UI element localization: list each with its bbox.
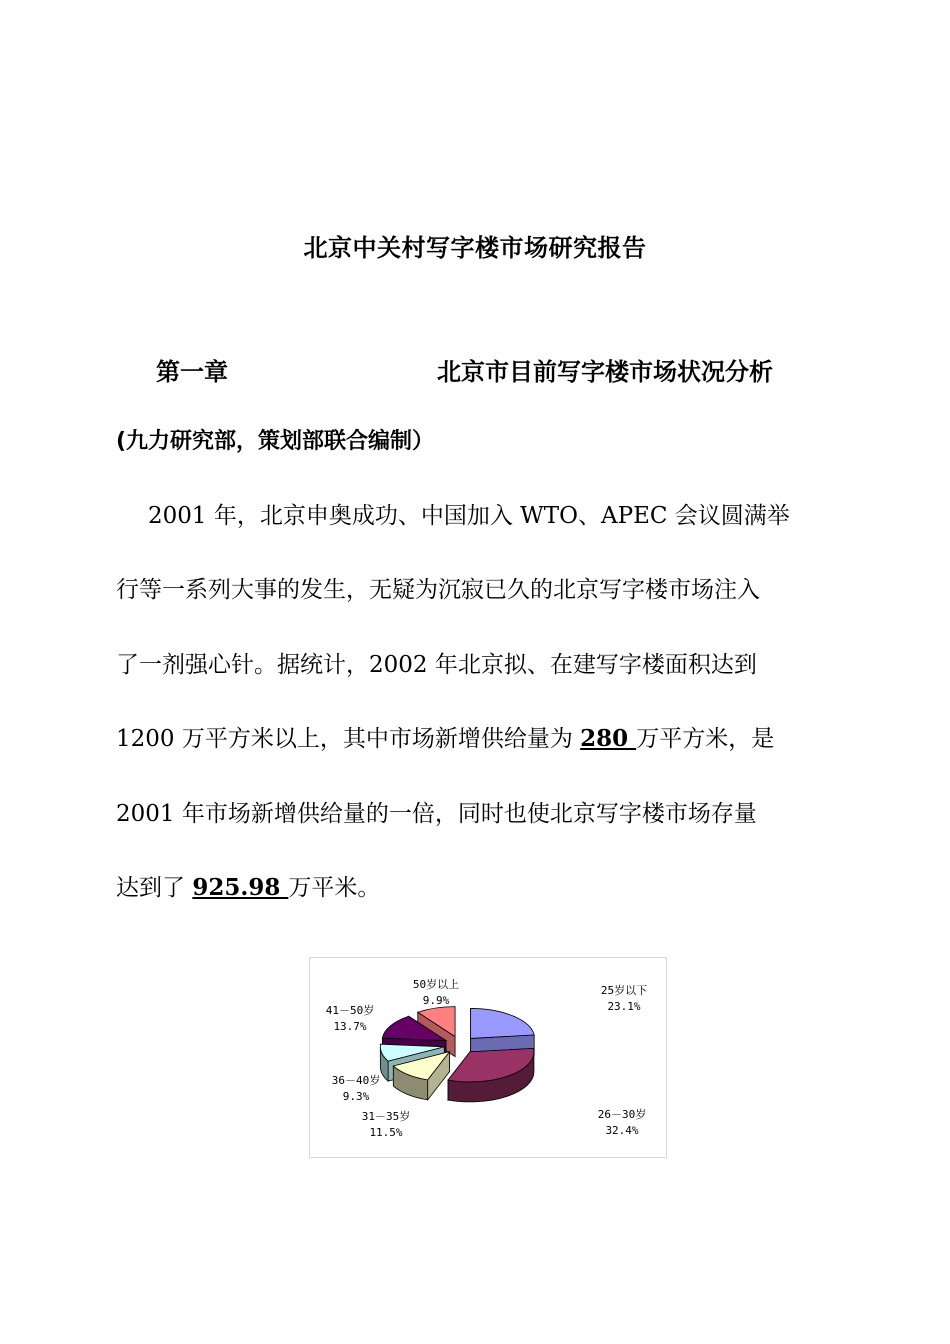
pie-chart-svg — [310, 958, 666, 1157]
paragraph-line — [116, 869, 380, 902]
stock-value: 925.98 — [192, 874, 289, 901]
paragraph-text: 万平方米，是 — [636, 726, 775, 752]
paragraph-line: 行等一系列大事的发生，无疑为沉寂已久的北京写字楼市场注入 — [116, 577, 760, 603]
paragraph-line — [116, 720, 774, 753]
slice-value-label: 11.5% — [369, 1126, 403, 1139]
byline: (九力研究部，策划部联合编制） — [116, 429, 435, 454]
slice-value-label: 13.7% — [333, 1020, 367, 1033]
chapter-label: 第一章 — [156, 358, 228, 386]
slice-category-label: 36－40岁 — [331, 1074, 381, 1087]
slice-value-label: 9.3% — [342, 1090, 370, 1103]
slice-category-label: 50岁以上 — [412, 978, 460, 991]
paragraph-line: 2001 年，北京申奥成功、中国加入 WTO、APEC 会议圆满举 — [148, 503, 790, 529]
slice-category-label: 26－30岁 — [597, 1108, 647, 1121]
age-pie-chart — [309, 957, 667, 1158]
paragraph-text: 万平米。 — [288, 875, 381, 901]
slice-category-label: 31－35岁 — [361, 1110, 411, 1123]
slice-value-label: 23.1% — [607, 1000, 641, 1013]
chapter-title: 北京市目前写字楼市场状况分析 — [437, 358, 773, 386]
slice-value-label: 9.9% — [422, 994, 450, 1007]
slice-category-label: 41－50岁 — [325, 1004, 375, 1017]
supply-value: 280 — [580, 725, 637, 752]
pie-slice — [448, 1048, 534, 1102]
paragraph-text: 达到了 — [116, 875, 193, 901]
paragraph-line: 了一剂强心针。据统计，2002 年北京拟、在建写字楼面积达到 — [116, 652, 757, 678]
slice-category-label: 25岁以下 — [600, 984, 648, 997]
paragraph-text: 1200 万平方米以上，其中市场新增供给量为 — [116, 726, 581, 752]
paragraph-line: 2001 年市场新增供给量的一倍，同时也使北京写字楼市场存量 — [116, 801, 757, 827]
document-title: 北京中关村写字楼市场研究报告 — [303, 234, 647, 262]
slice-value-label: 32.4% — [605, 1124, 639, 1137]
